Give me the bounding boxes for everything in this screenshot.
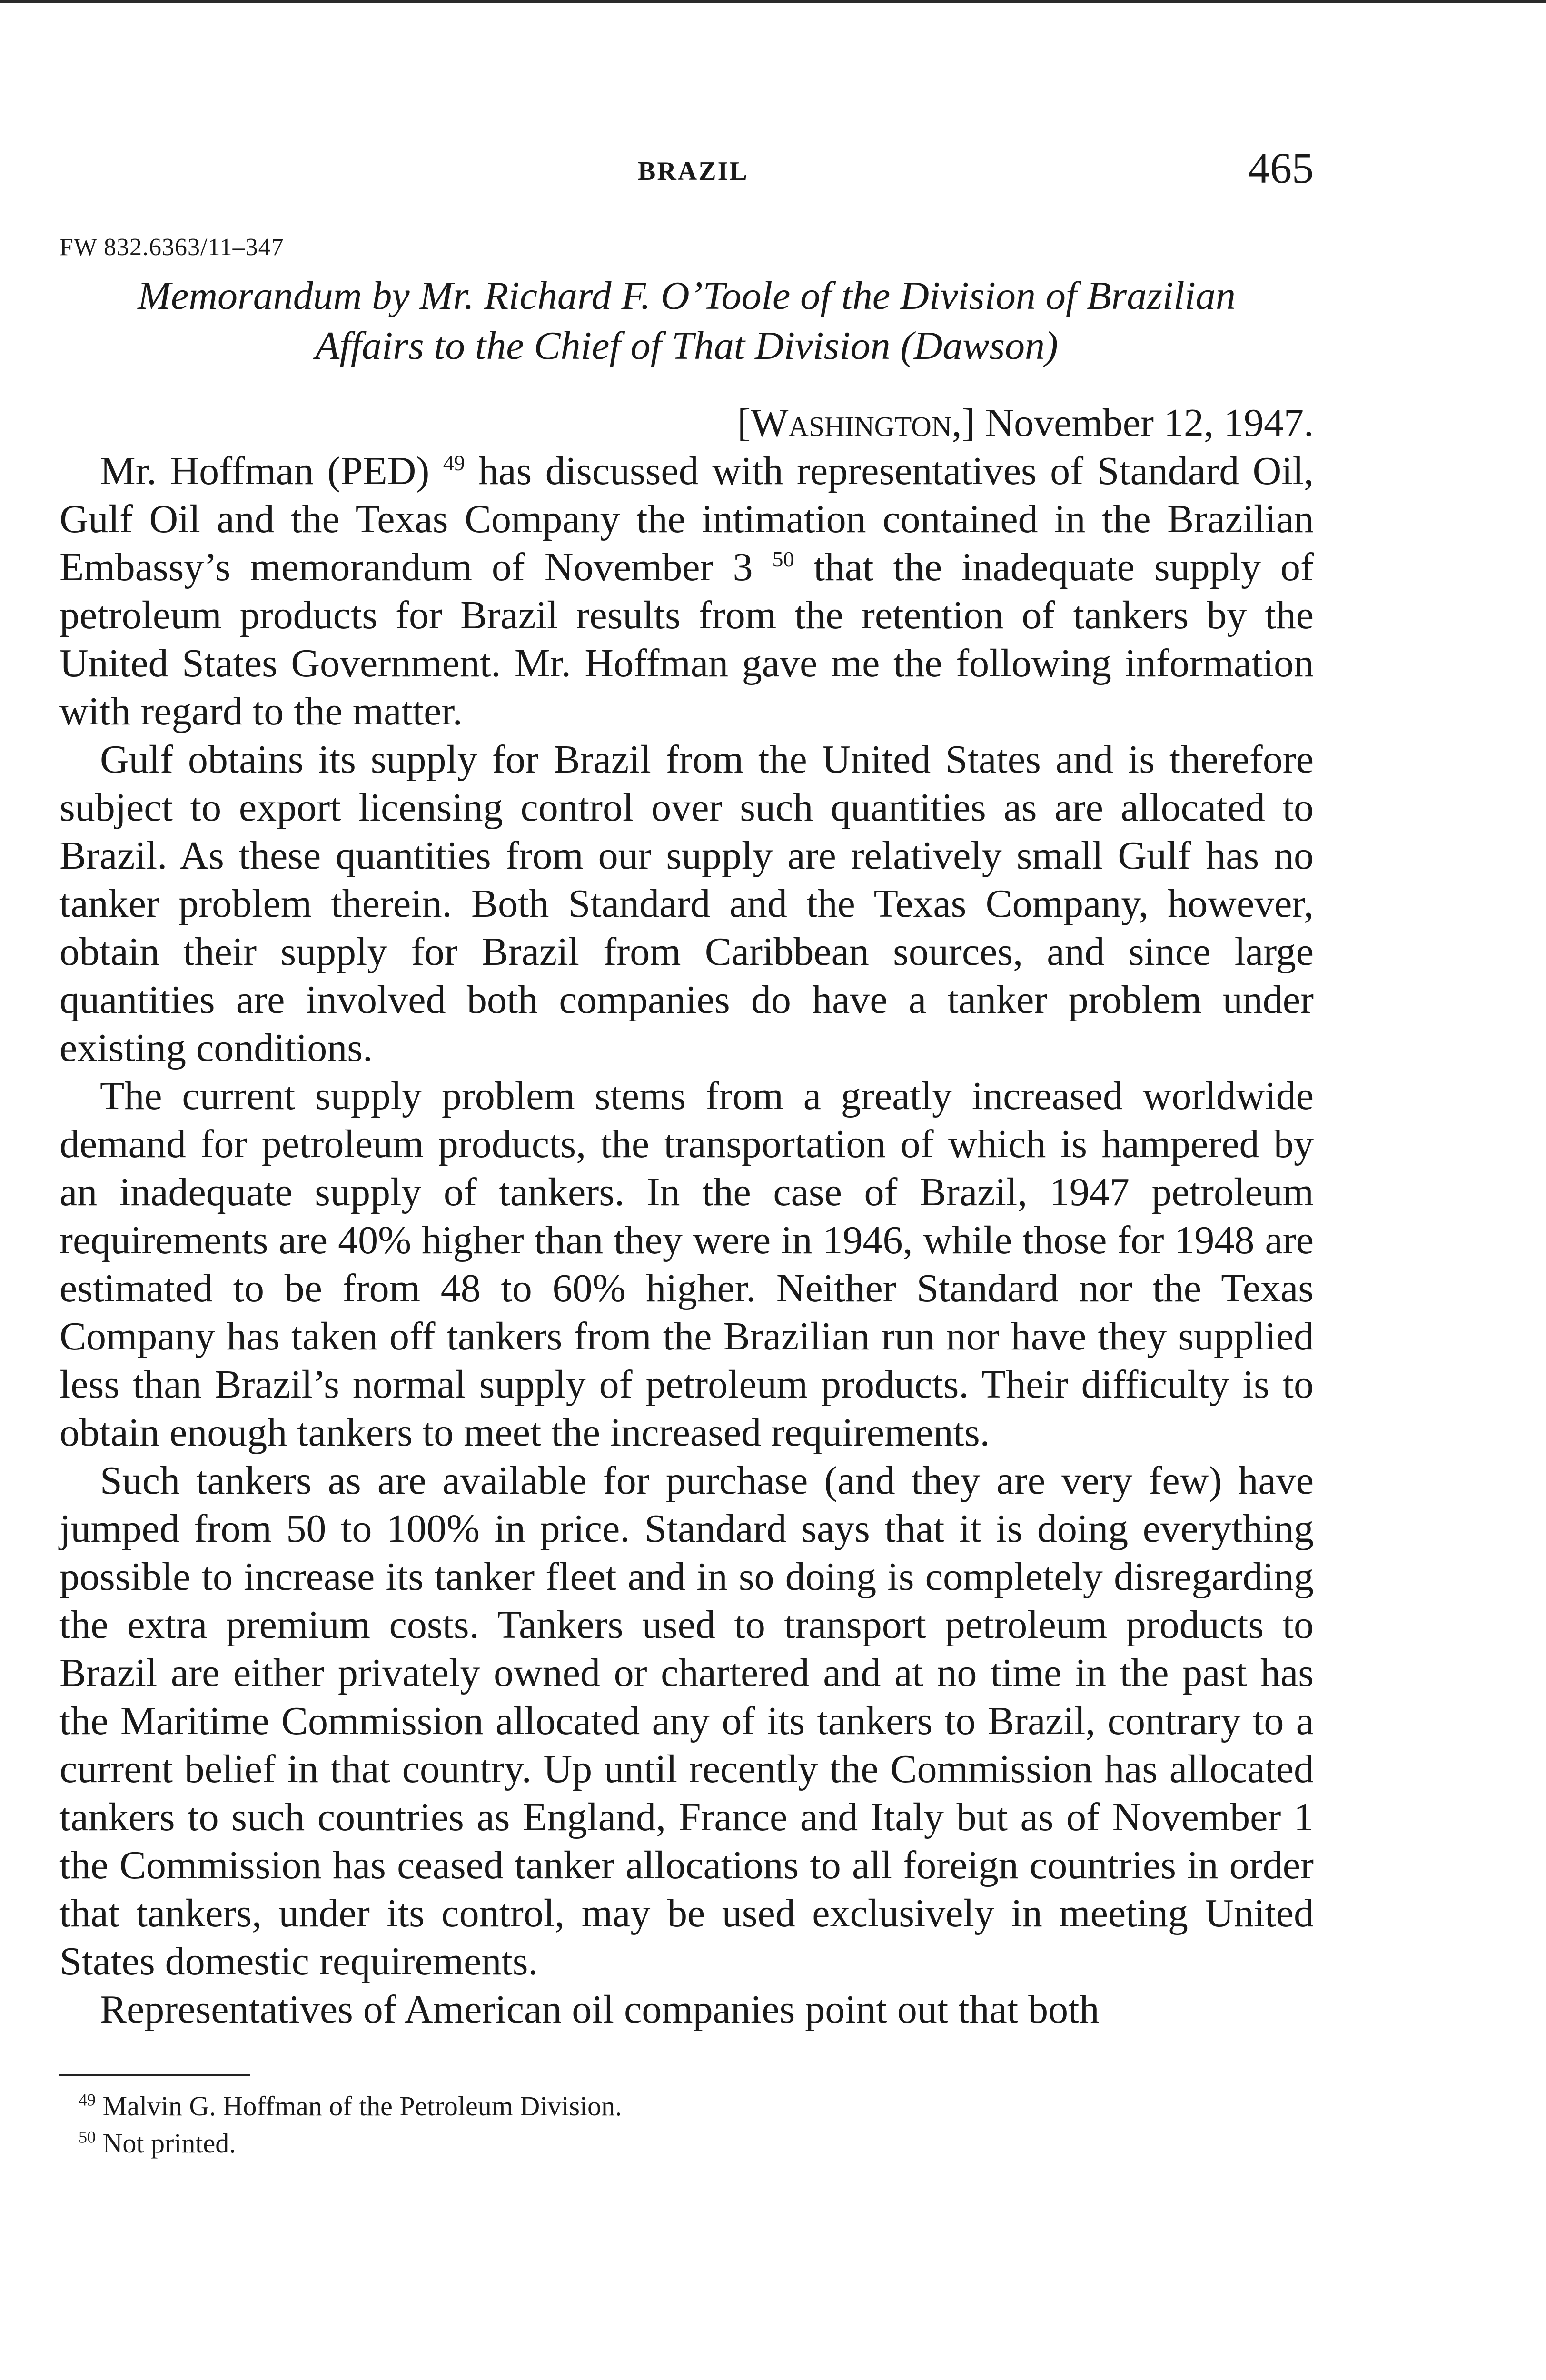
paragraph-2: Gulf obtains its supply for Brazil from the United States and is therefore subject to export licensing control over such quantities as are allocated to Brazil. As these quantities from our supply are relatively small Gulf has no tanker problem therein. Both Standard and the Texas Company, however, obtain their supply for Brazil from Caribbean sources, and since large quantities are involved both companies do have a tanker problem under existing conditions.	[59, 737, 1314, 1070]
footnote-number: 49	[79, 2090, 96, 2110]
memorandum-body	[59, 447, 1314, 2033]
footnote-ref-49: 49	[443, 451, 465, 475]
footnote-text: Not printed.	[102, 2128, 236, 2159]
paragraph-3: The current supply problem stems from a greatly increased worldwide demand for petroleum products, the transportation of which is hampered by an inadequate supply of tankers. In the case of Brazil, 1947 petroleum requirements are 40% higher than they were in 1946, while those for 1948 are estimated to be from 48 to 60% higher. Neither Standard nor the Texas Company has taken off tankers from the Brazilian run nor have they supplied less than Brazil’s normal supply of petroleum products. Their difficulty is to obtain enough tankers to meet the increased requirements.	[59, 1074, 1314, 1455]
file-reference: FW 832.6363/11–347	[59, 234, 284, 261]
document-title-line-2: Affairs to the Chief of That Division (Dawson)	[315, 324, 1058, 368]
paragraph-1-part-c: that the inadequate supply of petroleum products for Brazil results from the retention of tankers by the United States Government. Mr. Hoffman gave me the following information with regard to the matter.	[59, 545, 1314, 734]
running-title: BRAZIL	[638, 157, 749, 186]
document-title	[59, 271, 1314, 371]
footnote-divider	[59, 2074, 250, 2076]
top-border-rule	[0, 0, 1546, 3]
page-number: 465	[1248, 144, 1314, 192]
paragraph-5: Representatives of American oil companies point out that both	[100, 1987, 1100, 2032]
footnote-50	[79, 2125, 1314, 2162]
footnote-49	[79, 2088, 1314, 2125]
dateline-date: November 12, 1947.	[985, 401, 1314, 445]
dateline	[59, 399, 1314, 447]
dateline-place: [Washington,]	[737, 401, 975, 445]
footnote-ref-50: 50	[772, 547, 794, 571]
paragraph-1	[59, 447, 1314, 735]
footnote-number: 50	[79, 2127, 96, 2147]
paragraph-1-part-a: Mr. Hoffman (PED)	[100, 449, 430, 493]
document-page	[59, 143, 1314, 2162]
running-header	[59, 143, 1314, 190]
paragraph-4: Such tankers as are available for purchase (and they are very few) have jumped from 50 to 100% in price. Standard says that it is doing everything possible to increase its tanker fleet and in so doing is completely disregarding the extra premium costs. Tankers used to transport petroleum products to Brazil are either privately owned or chartered and at no time in the past has the Maritime Commission allocated any of its tankers to Brazil, contrary to a current belief in that country. Up until recently the Commission has allocated tankers to such countries as England, France and Italy but as of November 1 the Commission has ceased tanker allocations to all foreign countries in order that tankers, under its control, may be used exclusively in meeting United States domestic requirements.	[59, 1458, 1314, 1983]
paragraph-1-part-b: has discussed with representatives of Standard Oil, Gulf Oil and the Texas Company the intimation contained in the Brazilian Embassy’s memorandum of November 3	[59, 449, 1314, 589]
footnote-text: Malvin G. Hoffman of the Petroleum Division.	[102, 2091, 622, 2122]
document-title-line-1: Memorandum by Mr. Richard F. O’Toole of the Division of Brazilian	[138, 274, 1236, 318]
footnotes	[59, 2088, 1314, 2162]
